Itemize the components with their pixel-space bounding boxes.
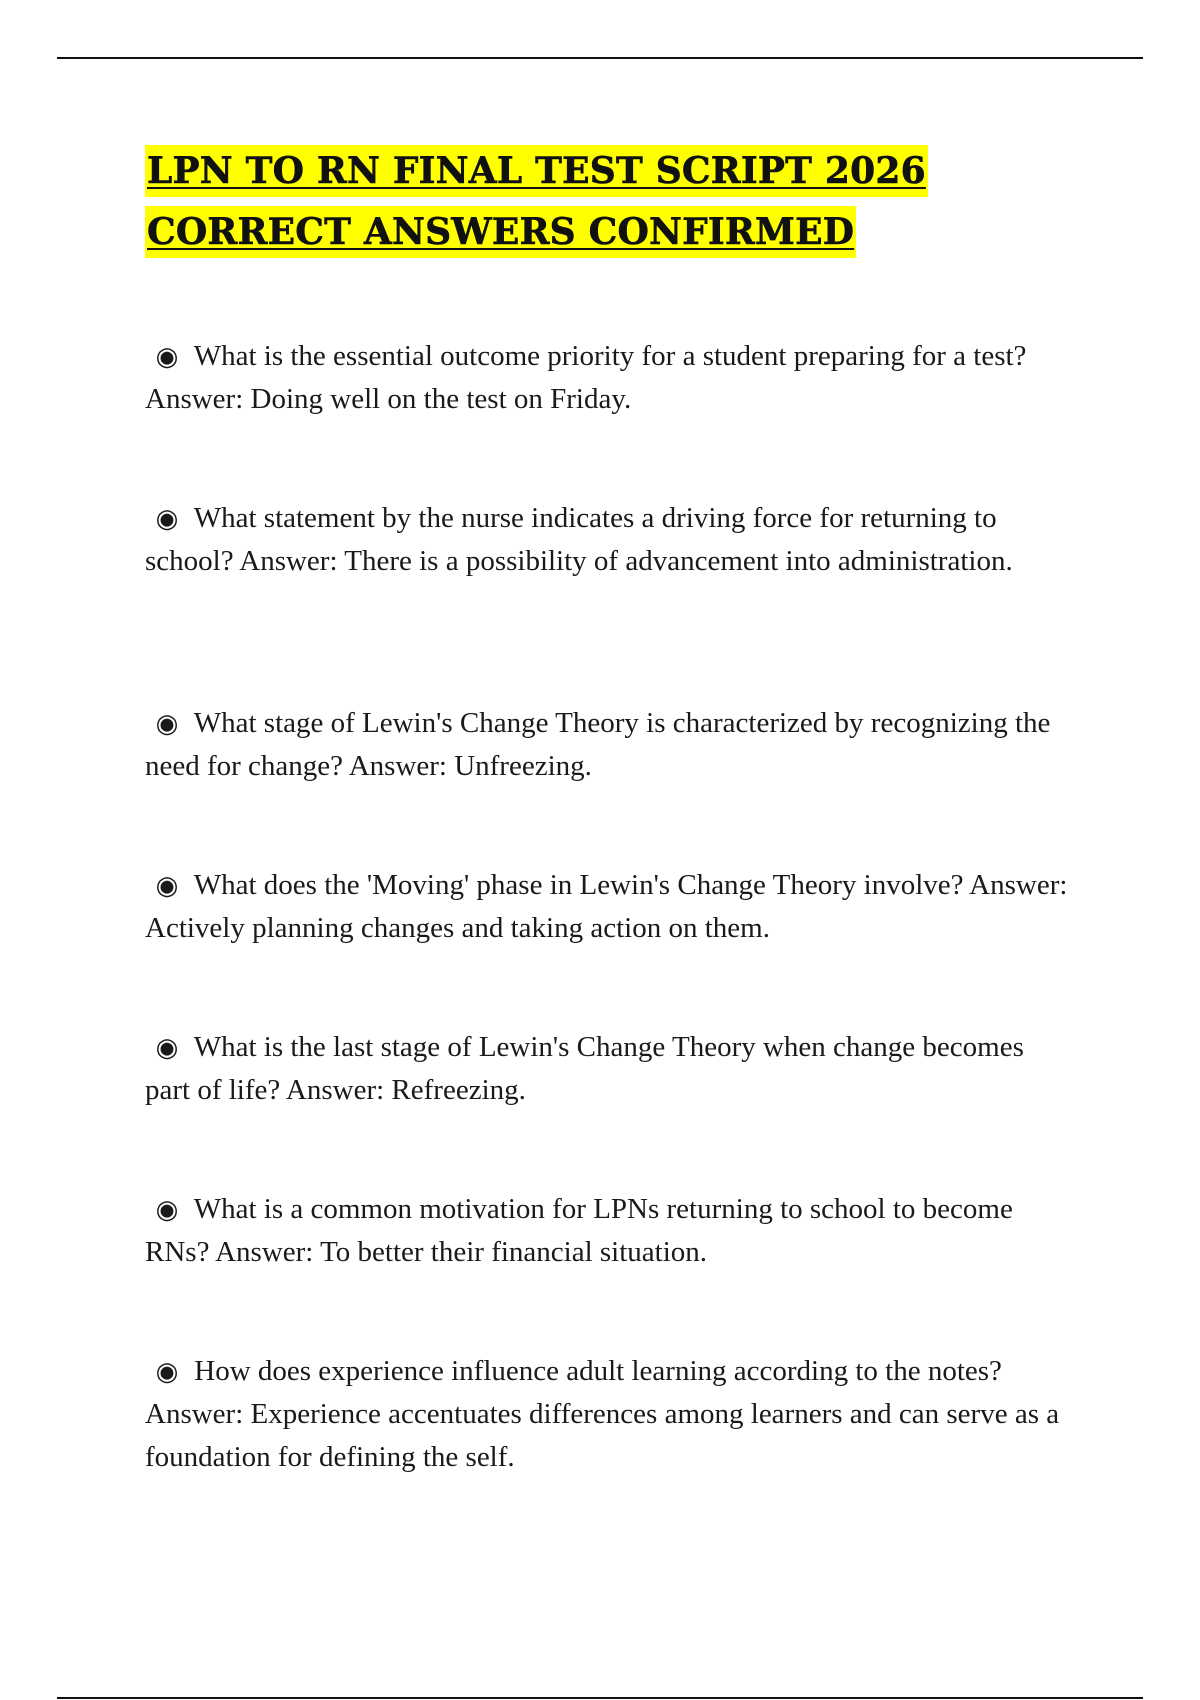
bullet-icon: ◉ xyxy=(155,709,179,738)
question-text: What is a common motivation for LPNs returning to school to become RNs? xyxy=(145,1193,1013,1268)
title-line-1-text: LPN TO RN FINAL TEST SCRIPT 2026 xyxy=(145,145,928,197)
bottom-rule xyxy=(57,1697,1143,1699)
document-title xyxy=(145,145,1105,267)
answer-text: Answer: Actively planning changes and taking action on them. xyxy=(145,869,1068,944)
answer-text: Answer: Refreezing. xyxy=(285,1074,526,1106)
answer-text: Answer: Experience accentuates differences among learners and can serve as a foundation for defining the self. xyxy=(145,1398,1060,1473)
answer-text: Answer: Unfreezing. xyxy=(348,750,592,782)
qa-item xyxy=(145,335,1075,454)
answer-text: Answer: To better their financial situation. xyxy=(215,1236,708,1268)
qa-item xyxy=(145,1026,1075,1145)
bullet-icon: ◉ xyxy=(155,342,179,371)
question-text: How does experience influence adult learning according to the notes? xyxy=(194,1355,1002,1387)
qa-list xyxy=(145,335,1075,1555)
question-text: What is the last stage of Lewin's Change Theory when change becomes part of life? xyxy=(145,1031,1024,1106)
answer-text: Answer: Doing well on the test on Friday. xyxy=(145,383,632,415)
bullet-icon: ◉ xyxy=(155,1033,179,1062)
bullet-icon: ◉ xyxy=(155,1357,179,1386)
bullet-icon: ◉ xyxy=(155,504,179,533)
title-line-1 xyxy=(145,145,1105,206)
qa-item xyxy=(145,1188,1075,1307)
question-text: What statement by the nurse indicates a driving force for returning to school? xyxy=(145,502,997,577)
bullet-icon: ◉ xyxy=(155,871,179,900)
title-line-2 xyxy=(145,206,1105,267)
question-text: What is the essential outcome priority for a student preparing for a test? xyxy=(193,340,1027,372)
qa-item xyxy=(145,864,1075,983)
qa-item xyxy=(145,1350,1075,1512)
qa-item xyxy=(145,702,1075,821)
bullet-icon: ◉ xyxy=(155,1195,179,1224)
answer-text: Answer: There is a possibility of advancement into administration. xyxy=(239,545,1013,577)
title-line-2-text: CORRECT ANSWERS CONFIRMED xyxy=(145,206,856,258)
qa-item xyxy=(145,497,1075,659)
question-text: What stage of Lewin's Change Theory is characterized by recognizing the need for change? xyxy=(145,707,1051,782)
question-text: What does the 'Moving' phase in Lewin's Change Theory involve? xyxy=(193,869,964,901)
top-rule xyxy=(57,57,1143,59)
